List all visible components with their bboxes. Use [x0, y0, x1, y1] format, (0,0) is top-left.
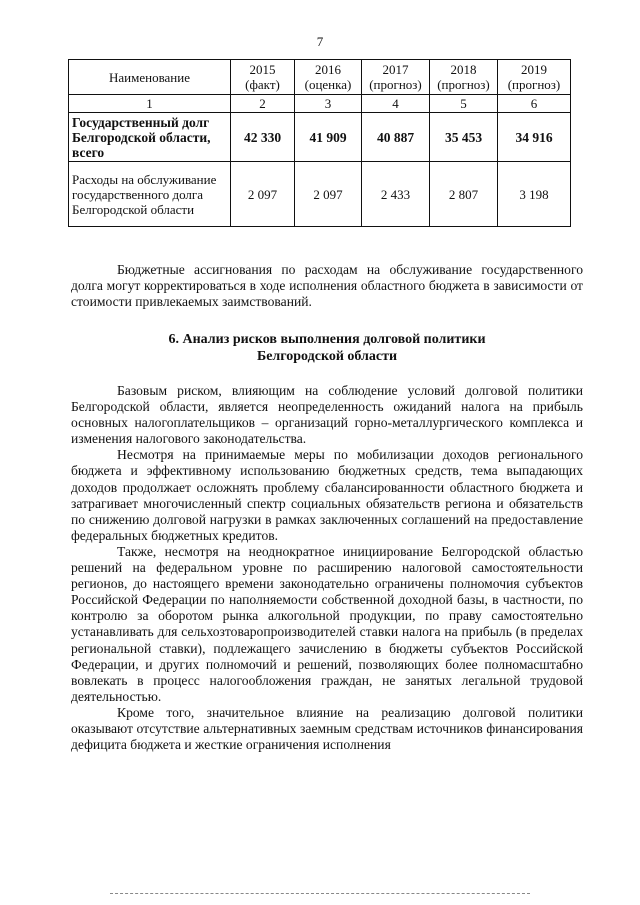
header-year: 2019 (прогноз)	[498, 60, 571, 95]
footer-divider	[110, 893, 530, 896]
column-number: 6	[498, 95, 571, 113]
cell-value: 2 097	[231, 162, 295, 227]
cell-value: 41 909	[295, 113, 362, 162]
row-name: Государственный долг Белгородской области, всего	[69, 113, 231, 162]
paragraph-after-table-block	[71, 262, 583, 310]
column-number-row	[69, 95, 571, 113]
cell-value: 2 097	[295, 162, 362, 227]
cell-value: 3 198	[498, 162, 571, 227]
paragraph: Бюджетные ассигнования по расходам на обслуживание государственного долга могут корректироваться в ходе исполнения областного бюджета в зависимости от стоимости привлекаемых заимствований.	[71, 262, 583, 310]
cell-value: 42 330	[231, 113, 295, 162]
column-number: 2	[231, 95, 295, 113]
debt-table	[68, 59, 571, 227]
paragraph: Базовым риском, влияющим на соблюдение условий долговой политики Белгородской области, является неопределенность ожиданий налога на прибыль основных налогоплательщиков – организаций горно-металлургического комплекса и изменения налогового законодательства.	[71, 383, 583, 447]
column-number: 1	[69, 95, 231, 113]
section-body	[71, 383, 583, 753]
column-number: 3	[295, 95, 362, 113]
paragraph: Также, несмотря на неоднократное инициирование Белгородской областью решений на федеральном уровне по расширению налоговой самостоятельности регионов, до настоящего времени законодательно ограничены полномочия субъектов Российской Федерации по наполняемости собственной доходной базы, в частности, по контролю за оборотом рынка алкогольной продукции, по праву самостоятельно устанавливать для сельхозтоваропроизводителей ставки налога на прибыль (в пределах региональной ставки), подлежащего зачислению в бюджеты субъектов Российской Федерации, и других полномочий и решений, позволяющих более полномасштабно вовлекать в процесс налогообложения граждан, не занятых легальной трудовой деятельностью.	[71, 543, 583, 704]
header-year: 2018 (прогноз)	[430, 60, 498, 95]
cell-value: 34 916	[498, 113, 571, 162]
column-number: 5	[430, 95, 498, 113]
cell-value: 40 887	[362, 113, 430, 162]
section-title-line: Белгородской области	[256, 349, 398, 364]
header-name: Наименование	[69, 60, 231, 95]
paragraph: Несмотря на принимаемые меры по мобилизации доходов регионального бюджета и эффективному использованию бюджетных средств, тема выпадающих доходов продолжает осложнять проблему сбалансированности областного бюджета и затрагивает многочисленный спектр социальных обязательств региона и обязательств по снижению долговой нагрузки в рамках заключенных соглашений на предоставление федеральных бюджетных кредитов.	[71, 447, 583, 543]
section-title-line: 6. Анализ рисков выполнения долговой политики	[168, 332, 486, 347]
cell-value: 2 807	[430, 162, 498, 227]
cell-value: 2 433	[362, 162, 430, 227]
row-name: Расходы на обслуживание государственного долга Белгородской области	[69, 162, 231, 227]
table-row	[69, 162, 571, 227]
column-number: 4	[362, 95, 430, 113]
cell-value: 35 453	[430, 113, 498, 162]
section-heading	[71, 331, 583, 365]
table-header-row	[69, 60, 571, 95]
paragraph: Кроме того, значительное влияние на реализацию долговой политики оказывают отсутствие альтернативных заемным средствам источников финансирования дефицита бюджета и жесткие ограничения исполнения	[71, 704, 583, 753]
header-year: 2015 (факт)	[231, 60, 295, 95]
header-year: 2016 (оценка)	[295, 60, 362, 95]
table-row	[69, 113, 571, 162]
header-year: 2017 (прогноз)	[362, 60, 430, 95]
page-number: 7	[316, 34, 324, 49]
